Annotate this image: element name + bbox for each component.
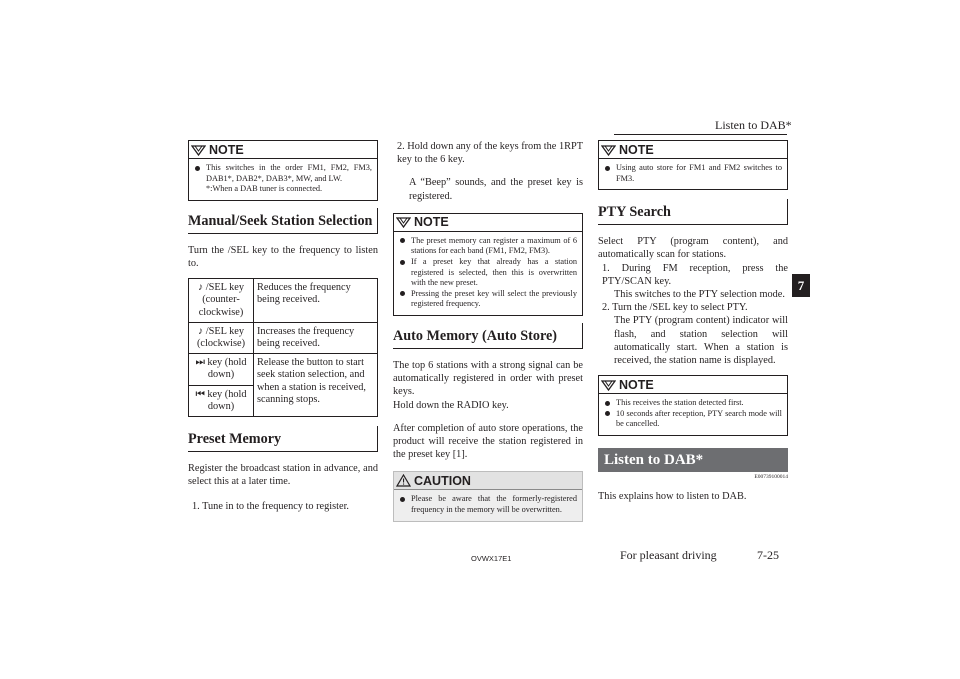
bullet-icon <box>195 166 200 171</box>
table-row <box>189 279 378 323</box>
tune-dial-icon: ♪ <box>198 325 204 337</box>
note-box-2 <box>393 213 583 316</box>
note-header <box>189 141 377 159</box>
section-title-text: Auto Memory (Auto Store) <box>393 327 558 344</box>
preset-step-2: 2. Hold down any of the keys from the 1RPT key to the 6 key. <box>397 141 583 166</box>
note-item <box>399 257 577 289</box>
note-box-3 <box>598 140 788 190</box>
section-title-preset <box>188 431 378 452</box>
note-item-text: The preset memory can register a maximum of 6 stations for each band (FM1, FM2, FM3). <box>411 235 577 256</box>
table-desc-cell: Reduces the frequency being received. <box>254 279 378 323</box>
note-header <box>599 141 787 159</box>
bullet-icon <box>400 497 405 502</box>
table-key-cell <box>189 279 254 323</box>
table-key-text: /SEL key (clockwise) <box>196 325 246 349</box>
section-title-text: Manual/Seek Station Selection <box>188 212 373 229</box>
preset-step-2-note: A “Beep” sounds, and the preset key is registered. <box>409 177 583 202</box>
table-key-cell <box>189 385 254 416</box>
footer-section: For pleasant driving <box>620 548 717 562</box>
table-row <box>189 354 378 385</box>
table-key-text: key (hold down) <box>207 357 247 381</box>
bullet-icon <box>605 166 610 171</box>
table-key-cell <box>189 354 254 385</box>
table-desc-cell: Increases the frequency being received. <box>254 322 378 353</box>
note-body <box>599 394 787 435</box>
caution-item <box>399 494 577 515</box>
pty-step-2 <box>598 301 788 314</box>
caution-item-text: Please be aware that the formerly-registered frequency in the memory will be overwritten. <box>411 494 577 514</box>
auto-memory-para-2: After completion of auto store operations, the product will receive the station registered in the preset key [1]. <box>393 422 583 461</box>
manual-seek-intro-text: Turn the /SEL key to the frequency to listen to. <box>188 244 378 269</box>
running-header: Listen to DAB* <box>715 118 792 132</box>
note-item-text: 10 seconds after reception, PTY search mode will be cancelled. <box>616 408 782 429</box>
section-rule <box>188 233 378 234</box>
section-title-pty-search <box>598 204 788 225</box>
table-row <box>189 322 378 353</box>
pty-intro: Select PTY (program content), and automatically scan for stations. <box>598 236 788 261</box>
pty-step-1: 1. During FM reception, press the PTY/SCAN key. <box>602 262 788 287</box>
note-box-1 <box>188 140 378 201</box>
note-body <box>394 232 582 315</box>
note-item <box>399 289 577 310</box>
chapter-tab <box>792 274 810 297</box>
pty-step-2-text: 2. Turn the /SEL key to select PTY. <box>602 302 748 314</box>
preset-step-1: 1. Tune in to the frequency to register. <box>192 501 350 513</box>
note-item <box>604 163 782 184</box>
caution-body <box>394 490 582 520</box>
note-item-text: This switches in the order FM1, FM2, FM3, DAB1*, DAB2*, DAB3*, MW, and LW. <box>206 163 372 183</box>
note-label: NOTE <box>619 142 654 157</box>
seek-back-icon: ⏮ <box>195 388 205 400</box>
note-box-4 <box>598 375 788 436</box>
table-key-cell <box>189 322 254 353</box>
preset-intro: Register the broadcast station in advance, and select this at a later time. <box>188 463 378 488</box>
chapter-tab-number: 7 <box>797 278 805 293</box>
auto-memory-para-1b: Hold down the RADIO key. <box>393 399 509 411</box>
section-banner-dab <box>598 448 788 472</box>
note-item <box>604 409 782 430</box>
key-table <box>188 278 378 417</box>
section-rule-vertical <box>377 208 378 234</box>
warning-triangle-icon <box>396 474 411 487</box>
footer-code: OVWX17E1 <box>471 554 512 563</box>
table-key-text: /SEL key (counter-clockwise) <box>198 282 244 318</box>
left-column <box>188 140 378 514</box>
manual-seek-intro <box>188 244 378 270</box>
middle-column <box>393 140 583 522</box>
note-item <box>194 163 372 184</box>
pty-step-1-note: This switches to the PTY selection mode. <box>614 289 785 300</box>
note-item-text: Pressing the preset key will select the previously registered frequency. <box>411 288 577 309</box>
auto-memory-para-1: The top 6 stations with a strong signal can be automatically registered in order with preset keys. <box>393 359 583 398</box>
note-body <box>599 159 787 189</box>
bullet-icon <box>400 238 405 243</box>
note-item <box>399 236 577 257</box>
bullet-icon <box>605 401 610 406</box>
caution-label: CAUTION <box>414 473 471 488</box>
note-icon <box>191 144 206 156</box>
section-rule-vertical <box>582 323 583 349</box>
section-title-auto-memory <box>393 328 583 349</box>
header-rule <box>614 134 787 135</box>
note-item <box>604 398 782 409</box>
note-item-text: *:When a DAB tuner is connected. <box>206 184 323 194</box>
note-header <box>599 376 787 394</box>
note-item-text: This receives the station detected first. <box>616 398 744 408</box>
caution-box <box>393 471 583 521</box>
section-title-text: Preset Memory <box>188 431 282 448</box>
pty-step-2-note: The PTY (program content) indicator will flash, and station selection will automatically start. When a station is received, the station name is displayed. <box>614 315 788 367</box>
note-item-text: If a preset key that already has a station registered is selected, then this is overwritten with the new preset. <box>411 257 577 288</box>
note-label: NOTE <box>619 377 654 392</box>
section-rule <box>598 224 788 225</box>
caution-header <box>394 472 582 490</box>
note-item-text: Using auto store for FM1 and FM2 switches to FM3. <box>616 163 782 183</box>
section-rule <box>188 451 378 452</box>
note-label: NOTE <box>414 215 449 230</box>
section-rule-vertical <box>787 199 788 225</box>
note-body <box>189 159 377 200</box>
note-label: NOTE <box>209 142 244 157</box>
note-header <box>394 214 582 232</box>
bullet-icon <box>605 411 610 416</box>
section-rule <box>393 348 583 349</box>
section-banner-text: Listen to DAB* <box>604 452 704 468</box>
section-title-manual-seek <box>188 213 378 234</box>
note-icon <box>396 216 411 228</box>
table-desc-cell: Release the button to start seek station selection, and when a station is received, scanning stops. <box>254 354 378 417</box>
bullet-icon <box>400 260 405 265</box>
footer-page-number: 7-25 <box>757 548 779 562</box>
tune-dial-icon: ♪ <box>198 282 204 294</box>
seek-forward-icon: ⏭ <box>195 357 205 369</box>
right-column <box>598 140 788 503</box>
bullet-icon <box>400 291 405 296</box>
note-icon <box>601 144 616 156</box>
table-key-text: key (hold down) <box>207 388 247 412</box>
note-icon <box>601 379 616 391</box>
section-code: E00739100014 <box>754 474 788 480</box>
section-rule-vertical <box>377 426 378 452</box>
dab-intro: This explains how to listen to DAB. <box>598 491 747 502</box>
section-title-text: PTY Search <box>598 204 671 221</box>
